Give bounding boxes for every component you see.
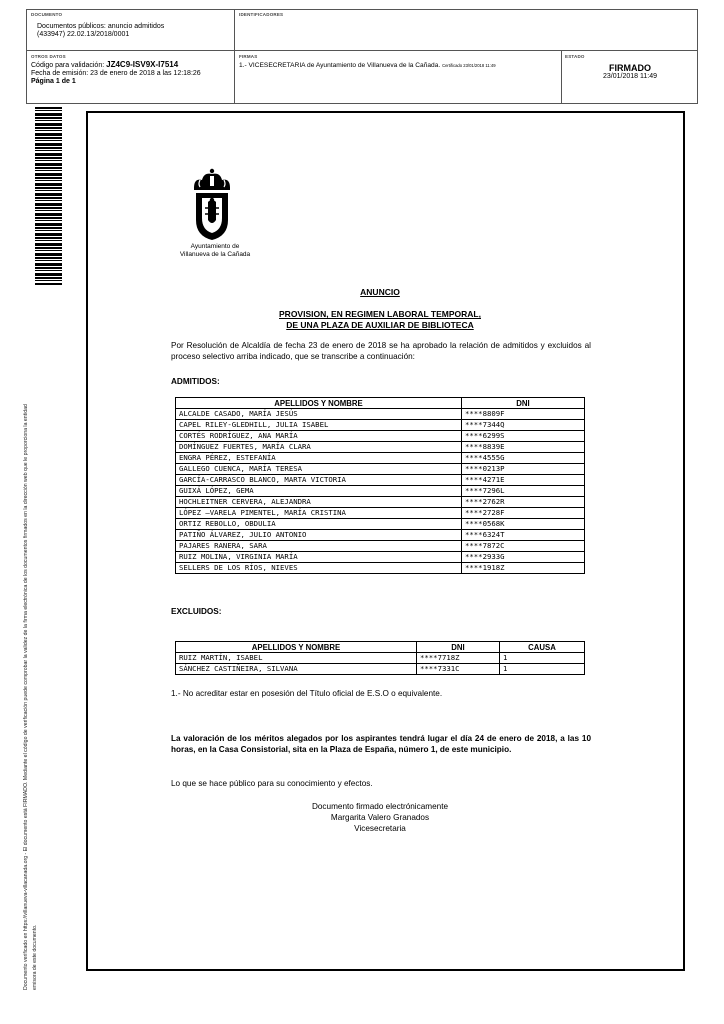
side-verification-text: [22, 300, 40, 990]
otros-datos-label: OTROS DATOS: [31, 54, 66, 59]
documento-reference: (433947) 22.02.13/2018/0001: [37, 31, 130, 38]
dni-cell: ****7331C: [417, 664, 500, 675]
table-row: [176, 519, 585, 530]
table-row: [176, 563, 585, 574]
dni-cell: ****2762R: [462, 497, 585, 508]
documento-label: DOCUMENTO: [31, 12, 63, 17]
dni-cell: ****7344Q: [462, 420, 585, 431]
municipality-name-line2: Villanueva de la Cañada: [179, 251, 251, 258]
table-row: [176, 664, 585, 675]
dni-cell: ****7718Z: [417, 653, 500, 664]
signature-certificate: Certificado 23/01/2018 11:49: [442, 63, 496, 68]
dni-cell: ****8839E: [462, 442, 585, 453]
dni-cell: ****6299S: [462, 431, 585, 442]
validation-code-line: [31, 61, 231, 70]
notice-subtitle-line1: PROVISION, EN REGIMEN LABORAL TEMPORAL,: [279, 309, 481, 319]
excluidos-table: [175, 641, 585, 675]
applicant-name-cell: GUIXÁ LÓPEZ, GEMA: [176, 486, 462, 497]
dni-cell: ****2933G: [462, 552, 585, 563]
causa-cell: 1: [500, 653, 585, 664]
applicant-name-cell: SÁNCHEZ CASTIÑEIRA, SILVANA: [176, 664, 417, 675]
dni-cell: ****0568K: [462, 519, 585, 530]
table-row: [176, 541, 585, 552]
applicant-name-cell: LÓPEZ –VARELA PIMENTEL, MARÍA CRISTINA: [176, 508, 462, 519]
admitidos-col-dni: DNI: [462, 398, 585, 409]
table-row: [176, 464, 585, 475]
admitidos-heading: ADMITIDOS:: [171, 377, 220, 386]
identificadores-cell: [239, 12, 283, 17]
intro-paragraph: Por Resolución de Alcaldía de fecha 23 de enero de 2018 se ha aprobado la relación de admitidos y excluidos al proceso selectivo arriba indicado, que se transcribe a continuación:: [171, 341, 591, 361]
documento-cell: [31, 12, 231, 39]
signer-entry: 1.- VICESECRETARIA de Ayuntamiento de Villanueva de la Cañada.: [239, 62, 441, 69]
table-row: [176, 530, 585, 541]
municipality-name: [160, 243, 270, 259]
dni-cell: ****2728F: [462, 508, 585, 519]
barcode: [35, 107, 62, 285]
status-value: FIRMADO: [609, 63, 651, 73]
signature-role: Vicesecretaria: [354, 824, 406, 833]
table-row: [176, 409, 585, 420]
notice-title: ANUNCIO: [360, 287, 400, 297]
causa-note: 1.- No acreditar estar en posesión del Título oficial de E.S.O o equivalente.: [171, 689, 443, 698]
estado-cell: [565, 54, 695, 80]
applicant-name-cell: RUIZ MOLINA, VIRGINIA MARÍA: [176, 552, 462, 563]
excluidos-header-row: [176, 642, 585, 653]
applicant-name-cell: HOCHLEITNER CERVERA, ALEJANDRA: [176, 497, 462, 508]
applicant-name-cell: ENGRA PÉREZ, ESTEFANÍA: [176, 453, 462, 464]
applicant-name-cell: ORTIZ REBOLLO, OBDULIA: [176, 519, 462, 530]
applicant-name-cell: SELLERS DE LOS RÍOS, NIEVES: [176, 563, 462, 574]
admitidos-table: [175, 397, 585, 574]
page-count: Página 1 de 1: [31, 78, 76, 85]
dni-cell: ****7872C: [462, 541, 585, 552]
excluidos-col-name: APELLIDOS Y NOMBRE: [176, 642, 417, 653]
document-metadata-header: [26, 9, 698, 104]
table-row: [176, 653, 585, 664]
table-row: [176, 453, 585, 464]
dni-cell: ****1918Z: [462, 563, 585, 574]
estado-label: ESTADO: [565, 54, 585, 59]
otros-datos-cell: [31, 54, 231, 86]
table-row: [176, 497, 585, 508]
admitidos-header-row: [176, 398, 585, 409]
applicant-name-cell: GALLEGO CUENCA, MARÍA TERESA: [176, 464, 462, 475]
applicant-name-cell: ALCALDE CASADO, MARÍA JESÚS: [176, 409, 462, 420]
applicant-name-cell: CORTÉS RODRÍGUEZ, ANA MARÍA: [176, 431, 462, 442]
applicant-name-cell: PATIÑO ÁLVAREZ, JULIO ANTONIO: [176, 530, 462, 541]
side-verification-line2: emisora de este documento.: [32, 924, 38, 990]
table-row: [176, 442, 585, 453]
coat-of-arms-icon: [188, 168, 236, 242]
table-row: [176, 486, 585, 497]
dni-cell: ****4271E: [462, 475, 585, 486]
table-row: [176, 508, 585, 519]
applicant-name-cell: GARCÍA-CARRASCO BLANCO, MARTA VICTORIA: [176, 475, 462, 486]
excluidos-col-dni: DNI: [417, 642, 500, 653]
dni-cell: ****4555G: [462, 453, 585, 464]
signature-line: [239, 62, 559, 70]
validation-code-value: JZ4C9-ISV9X-I7514: [106, 60, 179, 69]
applicant-name-cell: RUIZ MARTÍN, ISABEL: [176, 653, 417, 664]
side-verification-line1: Documento verificado en https://villanueva-villacanada.org - El documento está FIRMADO. Mediante el código de verificación puede comprobar la validez de la firma electrónica de los documentos firmados en la dirección web que le proporciona la entidad: [23, 404, 29, 990]
admitidos-col-name: APELLIDOS Y NOMBRE: [176, 398, 462, 409]
publico-paragraph: Lo que se hace público para su conocimiento y efectos.: [171, 779, 373, 788]
firmas-label: FIRMAS: [239, 54, 258, 59]
documento-type: Documentos públicos: anuncio admitidos: [37, 23, 165, 30]
signature-electronic: Documento firmado electrónicamente: [311, 802, 449, 811]
validation-code-label: Código para validación:: [31, 62, 105, 69]
dni-cell: ****0213P: [462, 464, 585, 475]
status-date: 23/01/2018 11:49: [603, 73, 657, 80]
causa-cell: 1: [500, 664, 585, 675]
dni-cell: ****6324T: [462, 530, 585, 541]
table-row: [176, 475, 585, 486]
notice-subtitle-line2: DE UNA PLAZA DE AUXILIAR DE BIBLIOTECA: [286, 320, 474, 330]
table-row: [176, 552, 585, 563]
excluidos-col-causa: CAUSA: [500, 642, 585, 653]
identificadores-label: IDENTIFICADORES: [239, 12, 284, 17]
firmas-cell: [239, 54, 559, 70]
valoracion-paragraph: La valoración de los méritos alegados por los aspirantes tendrá lugar el día 24 de enero de 2018, a las 10 horas, en la Casa Consistorial, sita en la Plaza de España, número 1, de este municipio.: [171, 734, 591, 754]
dni-cell: ****7296L: [462, 486, 585, 497]
signature-block: [220, 801, 540, 834]
signature-name: Margarita Valero Granados: [330, 813, 430, 822]
issue-date: Fecha de emisión: 23 de enero de 2018 a las 12:18:26: [31, 70, 201, 77]
table-row: [176, 420, 585, 431]
applicant-name-cell: DOMÍNGUEZ FUERTES, MARÍA CLARA: [176, 442, 462, 453]
applicant-name-cell: CAPEL RILEY-GLEDHILL, JULIA ISABEL: [176, 420, 462, 431]
excluidos-heading: EXCLUIDOS:: [171, 607, 222, 616]
dni-cell: ****8809F: [462, 409, 585, 420]
table-row: [176, 431, 585, 442]
applicant-name-cell: PAJARES RANERA, SARA: [176, 541, 462, 552]
municipality-name-line1: Ayuntamiento de: [190, 243, 240, 250]
